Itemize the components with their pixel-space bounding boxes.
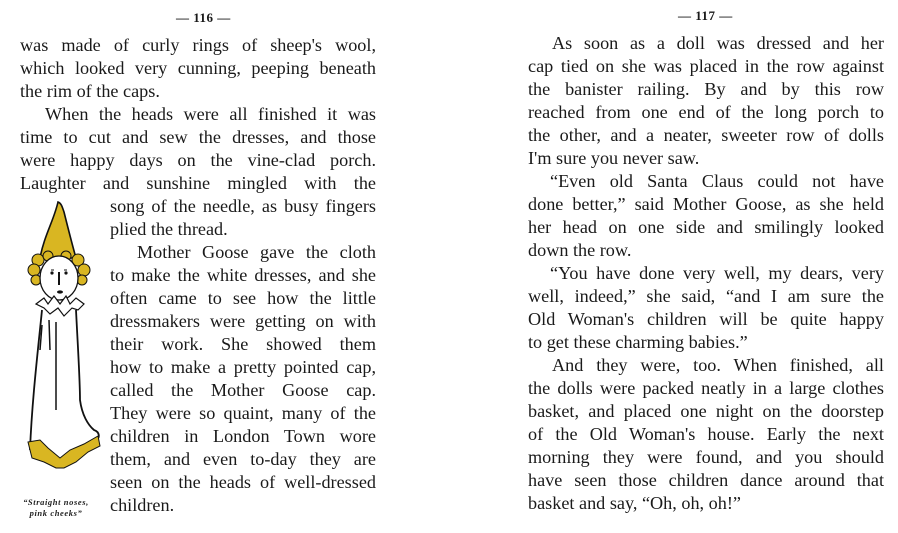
- text-line: the dolls were packed neatly in a large clothes: [528, 378, 884, 398]
- hem-trim-icon: [28, 436, 100, 468]
- text-line: reached from one end of the long porch to: [528, 102, 884, 122]
- text-line: was made of curly rings of sheep's wool,: [20, 35, 376, 55]
- text-line: of the Old Woman's house. Early the next: [528, 424, 884, 444]
- text-line: cap tied on she was placed in the row against: [528, 56, 884, 76]
- text-line: down the row.: [528, 240, 632, 260]
- text-line: They were so quaint, many of the: [110, 403, 376, 423]
- text-line: seen on the heads of well-dressed: [110, 472, 376, 492]
- text-line: basket and say, “Oh, oh, oh!”: [528, 493, 741, 513]
- text-line: the rim of the caps.: [20, 81, 160, 101]
- text-line: children in London Town wore: [110, 426, 376, 446]
- caption-line: “Straight noses,: [23, 497, 89, 507]
- text-line: the banister railing. By and by this row: [528, 79, 884, 99]
- text-line: her head on one side and smilingly looked: [528, 217, 884, 237]
- text-line: have seen those children dance around that: [528, 470, 884, 490]
- text-line: As soon as a doll was dressed and her: [552, 33, 884, 53]
- text-line: “You have done very well, my dears, very: [550, 263, 884, 283]
- text-line: dressmakers were getting on with: [110, 311, 376, 331]
- text-line: them, and even to-day they are: [110, 449, 376, 469]
- text-line: I'm sure you never saw.: [528, 148, 700, 168]
- text-line: to get these charming babies.”: [528, 332, 748, 352]
- text-line: called the Mother Goose cap.: [110, 380, 376, 400]
- page-number-left: — 116 —: [176, 10, 231, 25]
- text-line: Laughter and sunshine mingled with the: [20, 173, 376, 193]
- text-line: which looked very cunning, peeping beneath: [20, 58, 376, 78]
- text-line: Mother Goose gave the cloth: [137, 242, 376, 262]
- illustration-caption: [12, 497, 100, 519]
- text-line: plied the thread.: [110, 219, 228, 239]
- text-line: to make the white dresses, and she: [110, 265, 376, 285]
- page-number-right: — 117 —: [678, 8, 733, 23]
- text-line: morning they were found, and you should: [528, 447, 884, 467]
- text-line: were happy days on the vine-clad porch.: [20, 150, 376, 170]
- text-line: often came to see how the little: [110, 288, 376, 308]
- doll-illustration: [14, 200, 106, 470]
- pointed-cap-icon: [40, 202, 76, 258]
- dress-icon: [30, 310, 99, 450]
- text-line: “Even old Santa Claus could not have: [550, 171, 884, 191]
- text-line: well, indeed,” she said, “and I am sure the: [528, 286, 884, 306]
- text-line: Old Woman's children will be quite happy: [528, 309, 884, 329]
- text-line: the other, and a neater, sweeter row of dolls: [528, 125, 884, 145]
- text-line: their work. She showed them: [110, 334, 376, 354]
- text-line: song of the needle, as busy fingers: [110, 196, 376, 216]
- text-line: how to make a pretty pointed cap,: [110, 357, 376, 377]
- text-line: done better,” said Mother Goose, as she held: [528, 194, 884, 214]
- text-line: time to cut and sew the dresses, and those: [20, 127, 376, 147]
- text-line: And they were, too. When finished, all: [552, 355, 884, 375]
- text-line: children.: [110, 495, 175, 515]
- text-line: When the heads were all finished it was: [45, 104, 376, 124]
- caption-line: pink cheeks”: [29, 508, 83, 518]
- text-line: basket, and placed one night on the doorstep: [528, 401, 884, 421]
- right-page: [449, 0, 898, 533]
